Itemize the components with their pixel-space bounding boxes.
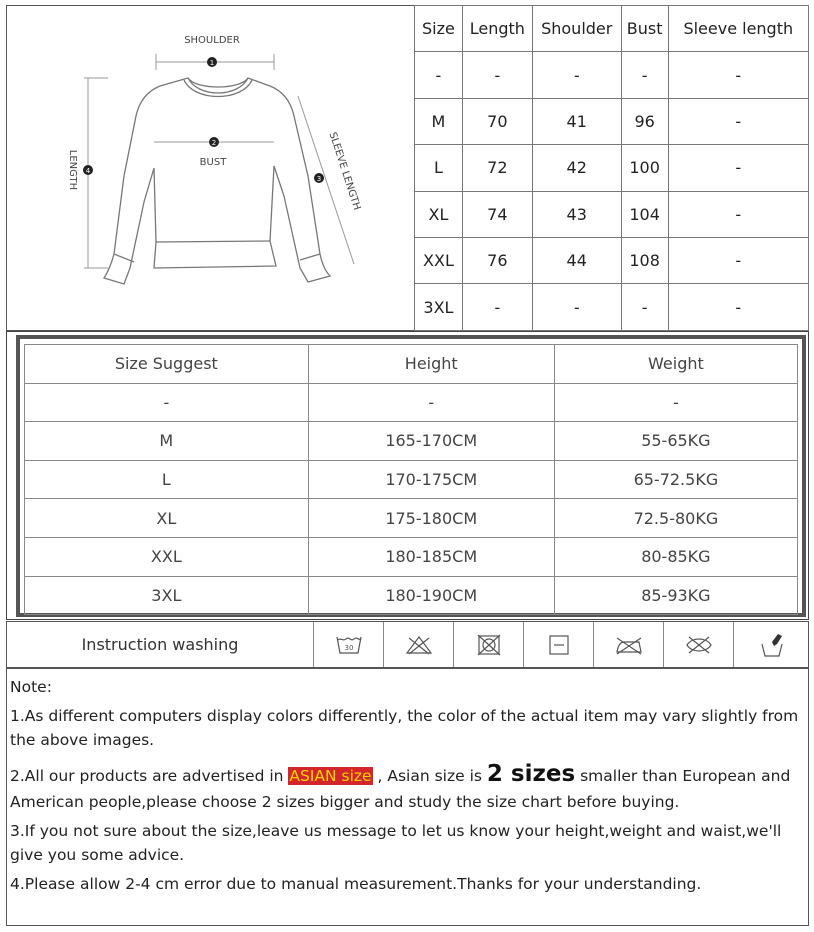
note-2-text: smaller than European and: [575, 767, 791, 785]
cell: XXL: [25, 537, 309, 576]
cell: 41: [532, 98, 621, 144]
cell: -: [462, 284, 532, 330]
sweater-icon: [8, 6, 413, 329]
table-header-row: [415, 6, 809, 52]
measurement-table: [414, 5, 809, 331]
cell: 165-170CM: [308, 422, 554, 461]
no-iron-icon: [593, 622, 663, 667]
header-bust: Bust: [621, 6, 668, 52]
asian-size-highlight: ASIAN size: [289, 767, 372, 785]
table-row: [415, 145, 809, 191]
cell: XL: [415, 191, 463, 237]
cell: -: [621, 52, 668, 98]
header-sleeve-length: Sleeve length: [668, 6, 808, 52]
size-suggest-table: [24, 344, 798, 615]
cell: -: [668, 52, 808, 98]
cell: 80-85KG: [554, 537, 797, 576]
cell: 70: [462, 98, 532, 144]
cell: 180-185CM: [308, 537, 554, 576]
cell: -: [668, 98, 808, 144]
cell: -: [308, 383, 554, 422]
cell: 72.5-80KG: [554, 499, 797, 538]
cell: -: [668, 191, 808, 237]
marker-4: 4: [85, 167, 91, 175]
cell: 44: [532, 237, 621, 283]
cell: 100: [621, 145, 668, 191]
cell: 3XL: [25, 576, 309, 615]
table-row: [415, 98, 809, 144]
washing-instructions: [6, 621, 809, 668]
cell: -: [554, 383, 797, 422]
notes-title: Note:: [10, 678, 52, 696]
marker-3: 3: [316, 175, 322, 183]
table-header-row: [25, 345, 798, 384]
shoulder-label: SHOULDER: [184, 35, 240, 46]
note-4: 4.Please allow 2-4 cm error due to manual measurement.Thanks for your understanding.: [10, 875, 702, 893]
cell: M: [415, 98, 463, 144]
no-dry-clean-icon: [663, 622, 733, 667]
length-label: LENGTH: [67, 149, 78, 191]
note-2-text: 2.All our products are advertised in: [10, 767, 289, 785]
cell: -: [621, 284, 668, 330]
table-row: [415, 52, 809, 98]
table-row: [25, 537, 798, 576]
table-row: [25, 460, 798, 499]
cell: 55-65KG: [554, 422, 797, 461]
cell: -: [462, 52, 532, 98]
cell: L: [25, 460, 309, 499]
notes-section: [6, 668, 809, 926]
marker-2: 2: [211, 139, 217, 147]
washing-label: Instruction washing: [81, 635, 239, 654]
table-row: [25, 576, 798, 615]
table-row: [25, 499, 798, 538]
cell: 42: [532, 145, 621, 191]
cell: 65-72.5KG: [554, 460, 797, 499]
table-row: [25, 383, 798, 422]
header-length: Length: [462, 6, 532, 52]
cell: -: [532, 284, 621, 330]
no-bleach-icon: [383, 622, 453, 667]
table-row: [415, 284, 809, 330]
header-weight: Weight: [554, 345, 797, 384]
two-sizes-emphasis: 2 sizes: [486, 761, 576, 787]
cell: XXL: [415, 237, 463, 283]
header-size: Size: [415, 6, 463, 52]
size-suggest-section: [6, 331, 809, 620]
cell: 76: [462, 237, 532, 283]
cell: -: [25, 383, 309, 422]
cell: 108: [621, 237, 668, 283]
cell: -: [668, 145, 808, 191]
cell: 72: [462, 145, 532, 191]
cell: -: [668, 237, 808, 283]
svg-text:30: 30: [344, 643, 353, 652]
cell: 180-190CM: [308, 576, 554, 615]
hand-wash-icon: [733, 622, 810, 667]
sleeve-length-label: SLEEVE LENGTH: [326, 130, 363, 212]
wash-30-icon: [313, 622, 383, 667]
header-shoulder: Shoulder: [532, 6, 621, 52]
bust-label: BUST: [199, 157, 227, 168]
cell: 43: [532, 191, 621, 237]
cell: -: [668, 284, 808, 330]
cell: 104: [621, 191, 668, 237]
cell: 3XL: [415, 284, 463, 330]
table-row: [415, 191, 809, 237]
line-dry-icon: [523, 622, 593, 667]
table-row: [25, 422, 798, 461]
cell: -: [415, 52, 463, 98]
table-row: [415, 237, 809, 283]
cell: 85-93KG: [554, 576, 797, 615]
marker-1: 1: [209, 59, 215, 67]
cell: L: [415, 145, 463, 191]
cell: -: [532, 52, 621, 98]
note-2-continued: American people,please choose 2 sizes bigger and study the size chart before buying.: [10, 793, 680, 811]
size-suggest-frame: [16, 335, 806, 617]
header-size-suggest: Size Suggest: [25, 345, 309, 384]
note-3: 3.If you not sure about the size,leave us message to let us know your height,weight and waist,we'll give you some advice.: [10, 822, 782, 864]
cell: 175-180CM: [308, 499, 554, 538]
cell: 96: [621, 98, 668, 144]
note-1: 1.As different computers display colors differently, the color of the actual item may vary slightly from the above images.: [10, 707, 799, 749]
cell: XL: [25, 499, 309, 538]
sweater-diagram: [8, 6, 413, 329]
cell: M: [25, 422, 309, 461]
no-tumble-dry-icon: [453, 622, 523, 667]
header-height: Height: [308, 345, 554, 384]
note-2: [10, 760, 805, 790]
note-2-text: , Asian size is: [372, 767, 487, 785]
cell: 170-175CM: [308, 460, 554, 499]
cell: 74: [462, 191, 532, 237]
